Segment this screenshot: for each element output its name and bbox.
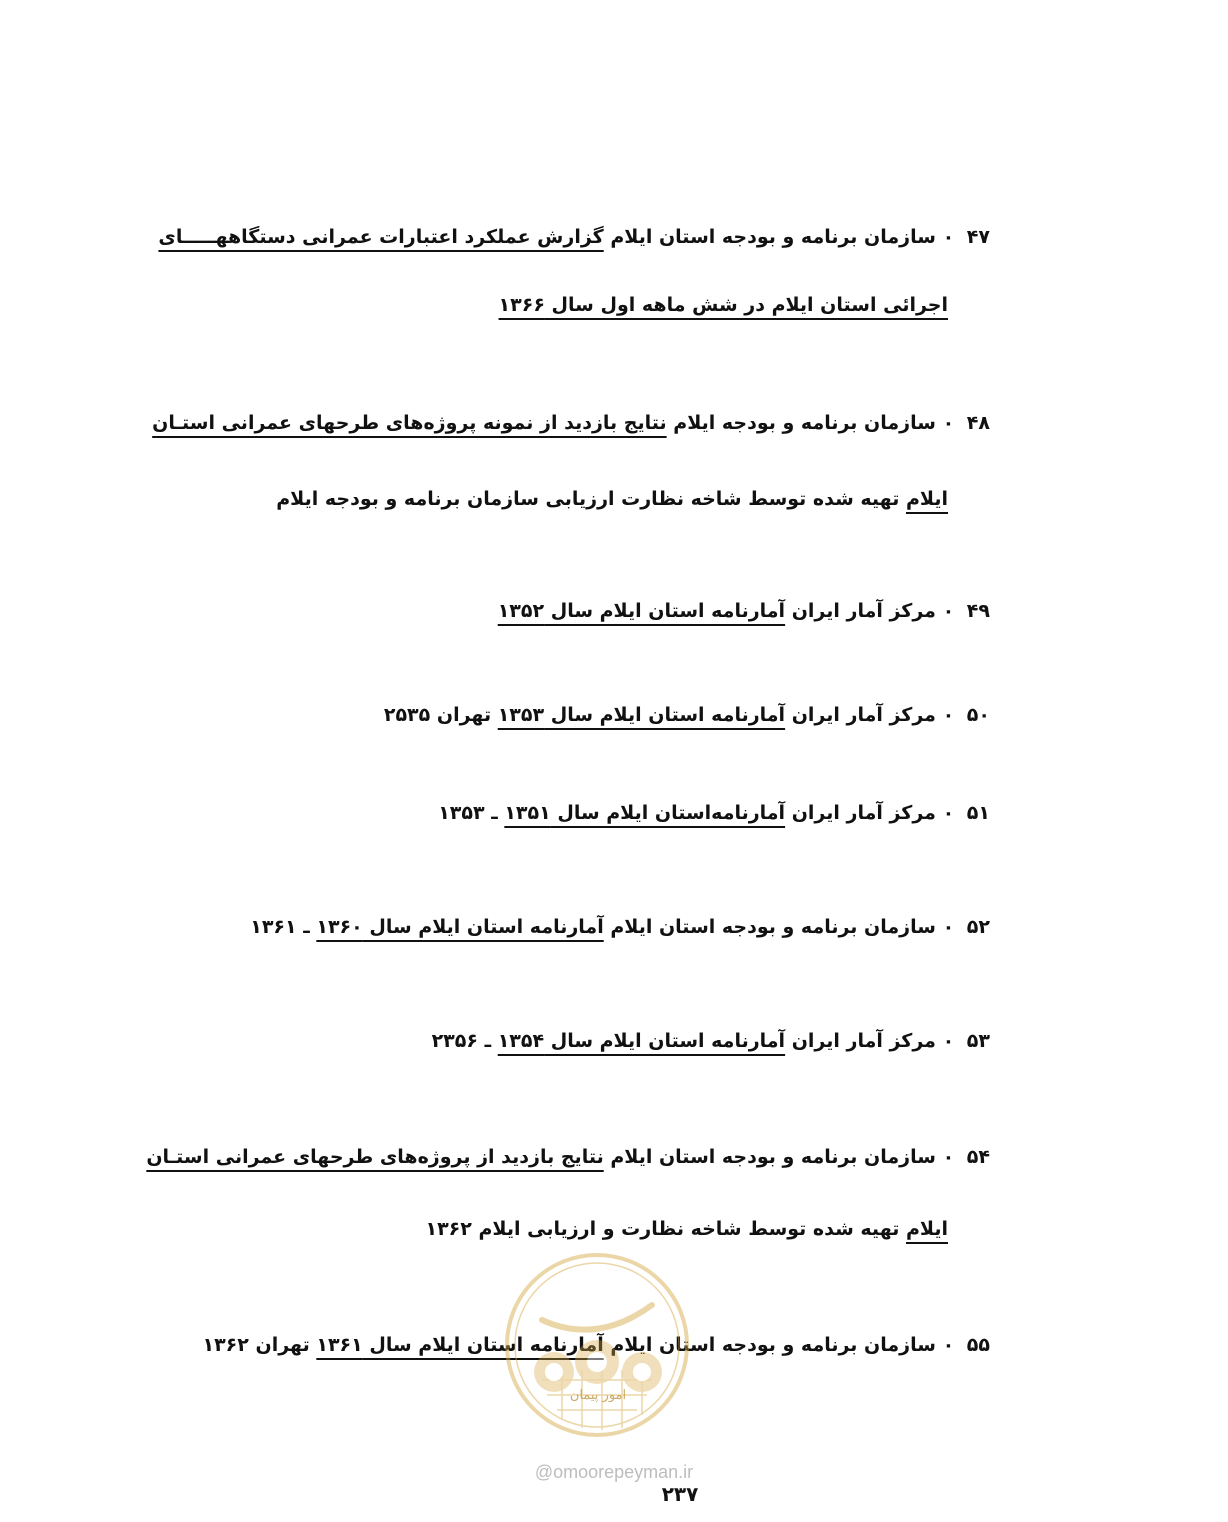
reference-number: ۵۵ [966, 1334, 990, 1356]
reference-title: آمارنامه استان ایلام سال ۱۳۶۰ [316, 916, 604, 938]
reference-48-line-2 [276, 484, 948, 514]
reference-title: نتایج بازدید از نمونه پروژه‌های طرحهای عمرانی استـان [152, 412, 667, 434]
reference-54-line-1 [146, 1142, 990, 1172]
reference-number: ۴۸ [966, 412, 990, 434]
bullet: ۰ [942, 1334, 955, 1356]
reference-details: تهیه شده توسط شاخه نظارت و ارزیابی ایلام ۱۳۶۲ [425, 1218, 900, 1240]
watermark-logo-text: امور پیمان [569, 1388, 627, 1403]
reference-number: ۵۳ [966, 1030, 990, 1052]
reference-publisher: سازمان برنامه و بودجه استان ایلام [610, 1146, 936, 1168]
bullet: ۰ [942, 704, 955, 726]
reference-title-cont: ایلام [906, 1218, 948, 1240]
reference-details: ـ ۱۳۵۳ [438, 802, 498, 824]
reference-51 [438, 798, 990, 828]
bullet: ۰ [942, 226, 955, 248]
reference-number: ۵۰ [966, 704, 990, 726]
reference-number: ۵۲ [966, 916, 990, 938]
reference-details: ـ ۲۳۵۶ [431, 1030, 492, 1052]
reference-title: نتایج بازدید از پروژه‌های طرحهای عمرانی استـان [146, 1146, 604, 1168]
bullet: ۰ [942, 600, 955, 622]
bullet: ۰ [942, 1030, 955, 1052]
reference-title: آمارنامه استان ایلام سال ۱۳۶۱ [316, 1334, 604, 1356]
reference-title-cont: ایلام [906, 488, 948, 510]
reference-details: تهران ۱۳۶۲ [202, 1334, 310, 1356]
reference-publisher: مرکز آمار ایران [791, 600, 936, 622]
reference-47-line-1 [158, 222, 990, 252]
reference-number: ۴۹ [966, 600, 990, 622]
reference-50 [384, 700, 990, 730]
bullet: ۰ [942, 916, 955, 938]
reference-48-line-1 [152, 408, 990, 438]
reference-title: آمارنامه‌استان ایلام سال ۱۳۵۱ [504, 802, 786, 824]
reference-publisher: مرکز آمار ایران [791, 802, 936, 824]
reference-details: تهران ۲۵۳۵ [383, 704, 492, 726]
reference-publisher: سازمان برنامه و بودجه استان ایلام [610, 916, 936, 938]
bullet: ۰ [942, 1146, 955, 1168]
reference-publisher: مرکز آمار ایران [791, 704, 936, 726]
reference-49 [498, 596, 990, 626]
reference-title: آمارنامه استان ایلام سال ۱۳۵۲ [497, 600, 786, 622]
page-number: ۲۳۷ [661, 1482, 699, 1506]
reference-52 [250, 912, 990, 942]
reference-title: گزارش عملکرد اعتبارات عمرانی دستگاههـــــای [158, 226, 604, 248]
reference-details: ـ ۱۳۶۱ [250, 916, 310, 938]
reference-title: آمارنامه استان ایلام سال ۱۳۵۳ [497, 704, 786, 726]
reference-54-line-2 [425, 1214, 948, 1244]
reference-details: تهیه شده توسط شاخه نظارت ارزیابی سازمان برنامه و بودجه ایلام [276, 488, 900, 510]
reference-publisher: سازمان برنامه و بودجه ایلام [673, 412, 936, 434]
reference-53 [432, 1026, 990, 1056]
reference-number: ۵۱ [966, 802, 990, 824]
watermark-url: @omoorepeyman.ir [534, 1462, 694, 1482]
reference-publisher: مرکز آمار ایران [791, 1030, 936, 1052]
reference-publisher: سازمان برنامه و بودجه استان ایلام [610, 1334, 936, 1356]
reference-title-cont: اجرائی استان ایلام در شش ماهه اول سال ۱۳۶۶ [498, 294, 948, 316]
bullet: ۰ [942, 802, 955, 824]
watermark-seal-logo [502, 1250, 692, 1440]
reference-publisher: سازمان برنامه و بودجه استان ایلام [610, 226, 936, 248]
reference-title: آمارنامه استان ایلام سال ۱۳۵۴ [497, 1030, 786, 1052]
reference-number: ۵۴ [966, 1146, 990, 1168]
bullet: ۰ [942, 412, 955, 434]
reference-47-line-2 [499, 290, 948, 320]
reference-number: ۴۷ [966, 226, 990, 248]
